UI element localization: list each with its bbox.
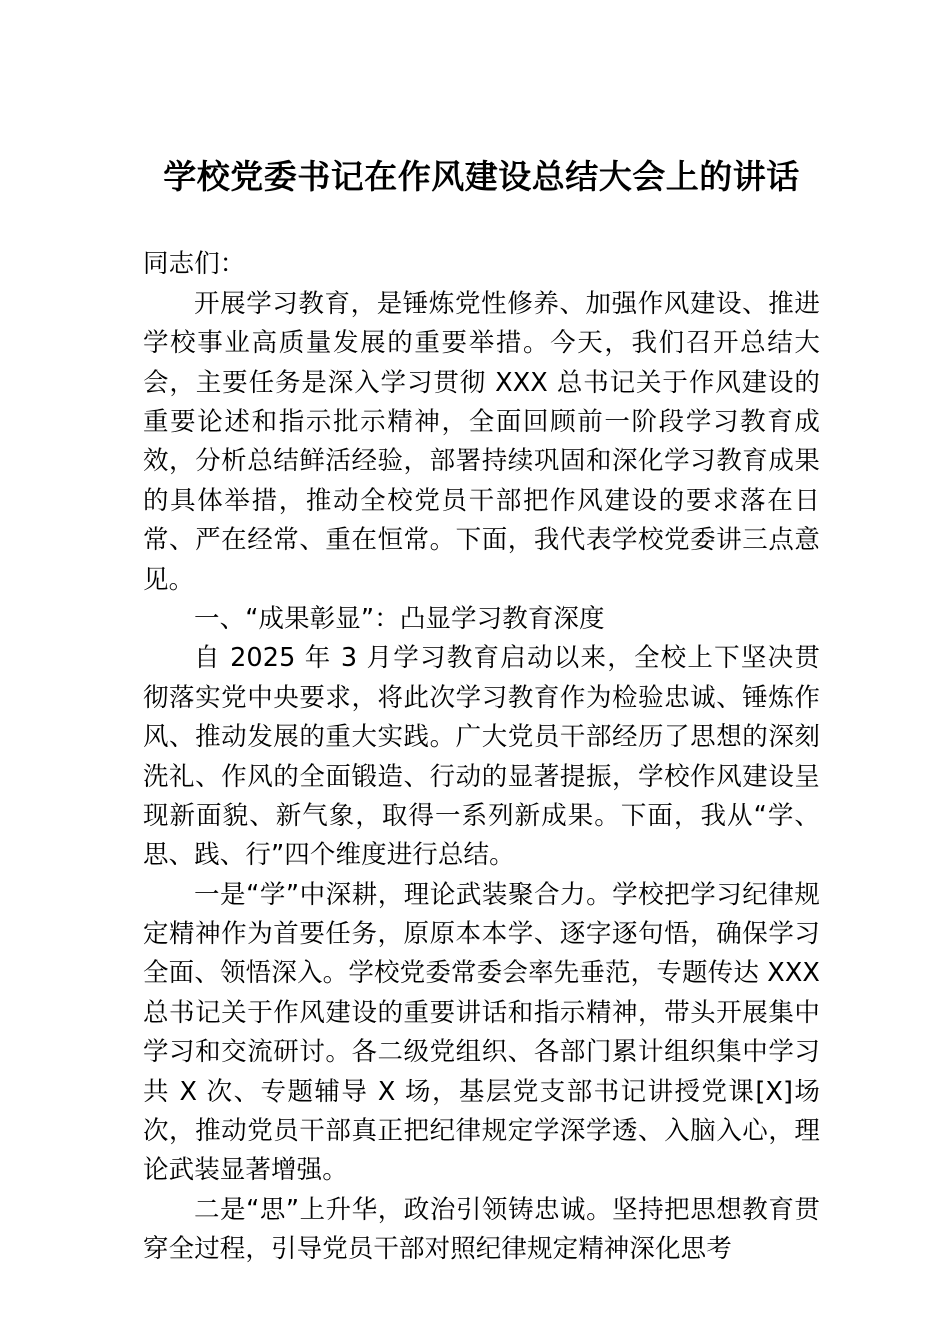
- paragraph-4: 二是“思”上升华，政治引领铸忠诚。坚持把思想教育贯穿全过程，引导党员干部对照纪律规定精神深化思考: [143, 1194, 820, 1265]
- page-title: 学校党委书记在作风建设总结大会上的讲话: [163, 157, 800, 196]
- document-body: [143, 245, 820, 1269]
- paragraph-1: 开展学习教育，是锤炼党性修养、加强作风建设、推进学校事业高质量发展的重要举措。今天，我们召开总结大会，主要任务是深入学习贯彻 XXX 总书记关于作风建设的重要论述和指示批示精神，全面回顾前一阶段学习教育成效，分析总结鲜活经验，部署持续巩固和深化学习教育成果的具体举措，推动全校党员干部把作风建设的要求落在日常、严在经常、重在恒常。下面，我代表学校党委讲三点意见。: [143, 288, 820, 595]
- paragraph-2: 自 2025 年 3 月学习教育启动以来，全校上下坚决贯彻落实党中央要求，将此次学习教育作为检验忠诚、锤炼作风、推动发展的重大实践。广大党员干部经历了思想的深刻洗礼、作风的全面锻造、行动的显著提振，学校作风建设呈现新面貌、新气象，取得一系列新成果。下面，我从“学、思、践、行”四个维度进行总结。: [143, 643, 820, 871]
- paragraph-salutation: 同志们：: [143, 249, 246, 280]
- paragraph-heading-1: 一、“成果彰显”：凸显学习教育深度: [194, 603, 605, 634]
- paragraph-3: 一是“学”中深耕，理论武装聚合力。学校把学习纪律规定精神作为首要任务，原原本本学、逐字逐句悟，确保学习全面、领悟深入。学校党委常委会率先垂范，专题传达 XXX 总书记关于作风建设的重要讲话和指示精神，带头开展集中学习和交流研讨。各二级党组织、各部门累计组织集中学习共 X 次、专题辅导 X 场，基层党支部书记讲授党课[X]场次，推动党员干部真正把纪律规定学深学透、入脑入心，理论武装显著增强。: [143, 879, 820, 1186]
